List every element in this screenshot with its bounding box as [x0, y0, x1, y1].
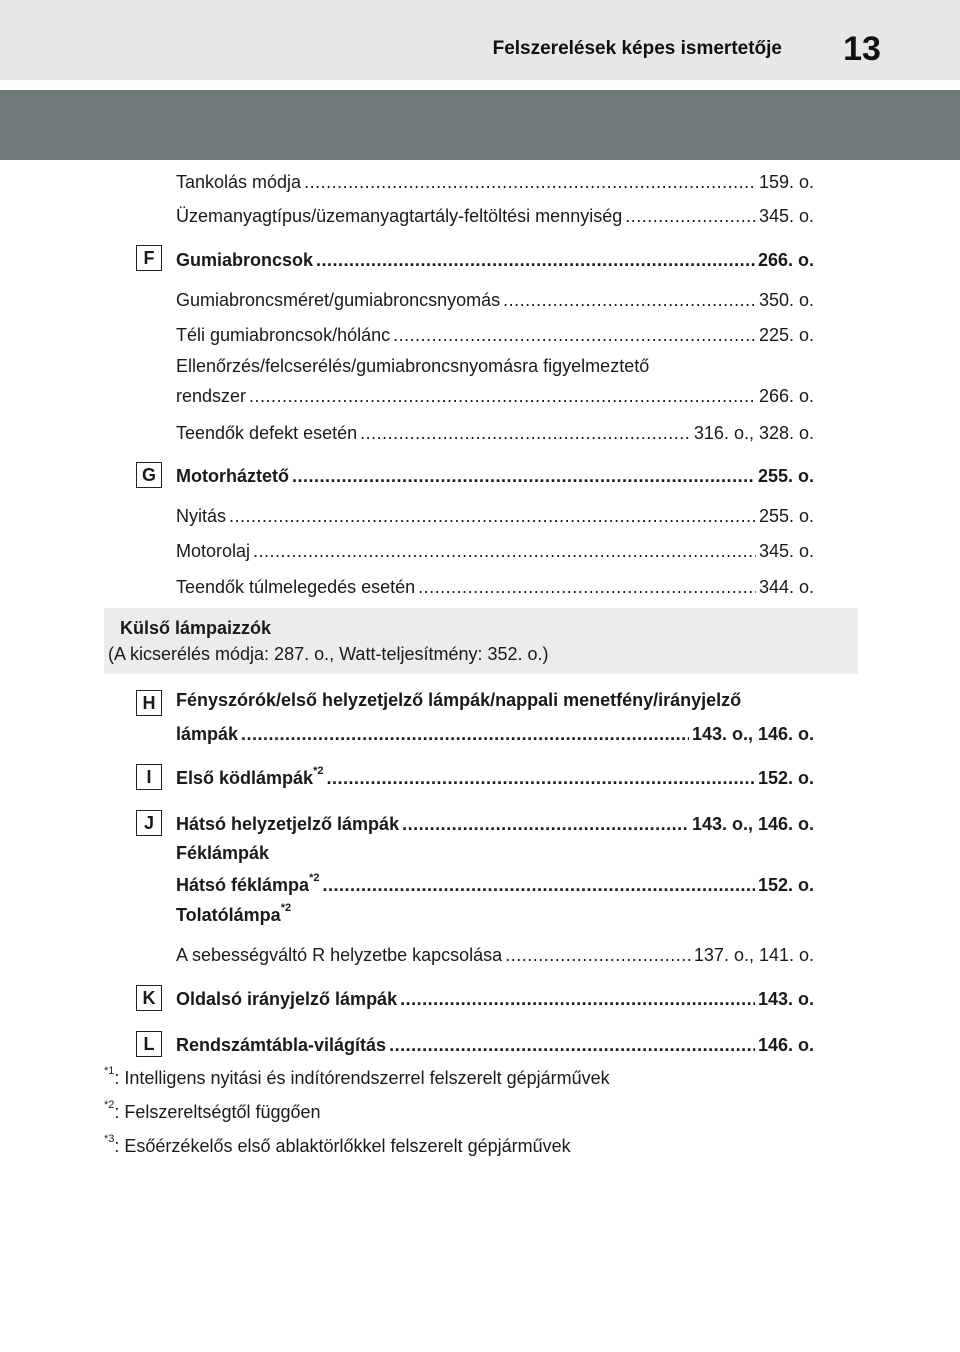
footnote-3: $^{*3}$: Esőérzékelős első ablaktörlőkkel felszerelt gépjárművek: [104, 1133, 571, 1156]
entry-page: 255. o.: [758, 506, 814, 526]
entry-label: Teendők defekt esetén: [176, 423, 358, 443]
entry-gumimeret: [176, 285, 814, 311]
page-number: 13: [843, 30, 881, 68]
entry-feklampak: Féklámpák: [176, 843, 270, 863]
entry-label: Gumiabroncsok: [176, 250, 314, 270]
entry-label: Téli gumiabroncsok/hólánc: [176, 325, 391, 345]
entry-label: Tankolás módja: [176, 172, 302, 192]
entry-teli: [176, 320, 814, 346]
entry-page: 159. o.: [758, 172, 814, 192]
entry-tolatolampa: Tolatólámpa$^{*2}$: [176, 902, 292, 925]
entry-fenyszorok: [176, 719, 814, 745]
entry-label: Nyitás: [176, 506, 227, 526]
entry-ellenorzes: [176, 381, 814, 407]
entry-label: Motorolaj: [176, 541, 251, 561]
entry-hatso-feklampa: [176, 870, 814, 896]
entry-page: 266. o.: [758, 386, 814, 406]
entry-label: Gumiabroncsméret/gumiabroncsnyomás: [176, 290, 501, 310]
entry-label: Üzemanyagtípus/üzemanyagtartály-feltöltési mennyiség: [176, 206, 623, 226]
entry-page: 344. o.: [758, 577, 814, 597]
entry-label: Rendszámtábla-világítás: [176, 1035, 387, 1055]
entry-label: Első ködlámpák$^{*2}$: [176, 765, 324, 788]
entry-nyitas: [176, 501, 814, 527]
entry-page: 143. o.: [757, 989, 814, 1009]
entry-fenyszorok-line1: Fényszórók/első helyzetjelző lámpák/nappali menetfény/irányjelző: [176, 690, 742, 710]
entry-page: 137. o., 141. o.: [693, 945, 814, 965]
entry-label: Hátsó féklámpa$^{*2}$: [176, 872, 320, 895]
entry-label: Motorháztető: [176, 466, 289, 486]
entry-page: 255. o.: [757, 466, 814, 486]
entry-page: 152. o.: [757, 875, 814, 895]
header-band: [0, 0, 960, 80]
section-box-kulso-lampaizzok: [104, 608, 858, 674]
header-dark-band: [0, 90, 960, 160]
header-title: Felszerelések képes ismertetője: [492, 38, 782, 59]
entry-page: 345. o.: [758, 541, 814, 561]
entry-page: 143. o., 146. o.: [691, 814, 814, 834]
entry-label: Teendők túlmelegedés esetén: [176, 577, 416, 597]
entry-page: 152. o.: [757, 768, 814, 788]
entry-label: Hátsó helyzetjelző lámpák: [176, 814, 400, 834]
entry-kodlampak: [176, 763, 814, 789]
section-box-title: Külső lámpaizzók: [120, 618, 272, 638]
entry-page: 350. o.: [758, 290, 814, 310]
entry-tulmelegedes: [176, 572, 814, 598]
footnote-1: $^{*1}$: Intelligens nyitási és indítórendszerrel felszerelt gépjárművek: [104, 1065, 610, 1088]
entry-page: 143. o., 146. o.: [691, 724, 814, 744]
entry-uzemanyag: [176, 201, 814, 227]
item-letter-f: F: [136, 245, 162, 271]
entry-page: 146. o.: [757, 1035, 814, 1055]
entry-motorolaj: [176, 536, 814, 562]
entry-page: 316. o., 328. o.: [693, 423, 814, 443]
footnote-ref: *2: [280, 902, 292, 914]
item-letter-i: I: [136, 764, 162, 790]
entry-gumiabroncsok: [176, 245, 814, 271]
entry-page: 345. o.: [758, 206, 814, 226]
entry-tankolas: [176, 167, 814, 193]
entry-motorhazteto: [176, 461, 814, 487]
entry-label: lámpák: [176, 724, 239, 744]
entry-page: 266. o.: [757, 250, 814, 270]
footnote-ref: *2: [309, 872, 320, 884]
entry-ellenorzes-line1: Ellenőrzés/felcserélés/gumiabroncsnyomásra figyelmeztető: [176, 356, 650, 376]
item-letter-l: L: [136, 1031, 162, 1057]
footnote-ref: *2: [313, 765, 324, 777]
entry-rendszamtabla: [176, 1030, 814, 1056]
item-letter-h: H: [136, 690, 162, 716]
entry-label: A sebességváltó R helyzetbe kapcsolása: [176, 945, 503, 965]
entry-hatso-helyzetjelzo: [176, 809, 814, 835]
entry-label: rendszer: [176, 386, 247, 406]
entry-oldalso-iranyjelzo: [176, 984, 814, 1010]
entry-sebessegvalto: [176, 940, 814, 966]
section-box-subtitle: (A kicserélés módja: 287. o., Watt-teljesítmény: 352. o.): [108, 644, 549, 664]
entry-label: Oldalsó irányjelző lámpák: [176, 989, 398, 1009]
item-letter-g: G: [136, 462, 162, 488]
entry-defekt: [176, 418, 814, 444]
item-letter-k: K: [136, 985, 162, 1011]
entry-page: 225. o.: [758, 325, 814, 345]
footnote-2: $^{*2}$: Felszereltségtől függően: [104, 1099, 321, 1122]
item-letter-j: J: [136, 810, 162, 836]
